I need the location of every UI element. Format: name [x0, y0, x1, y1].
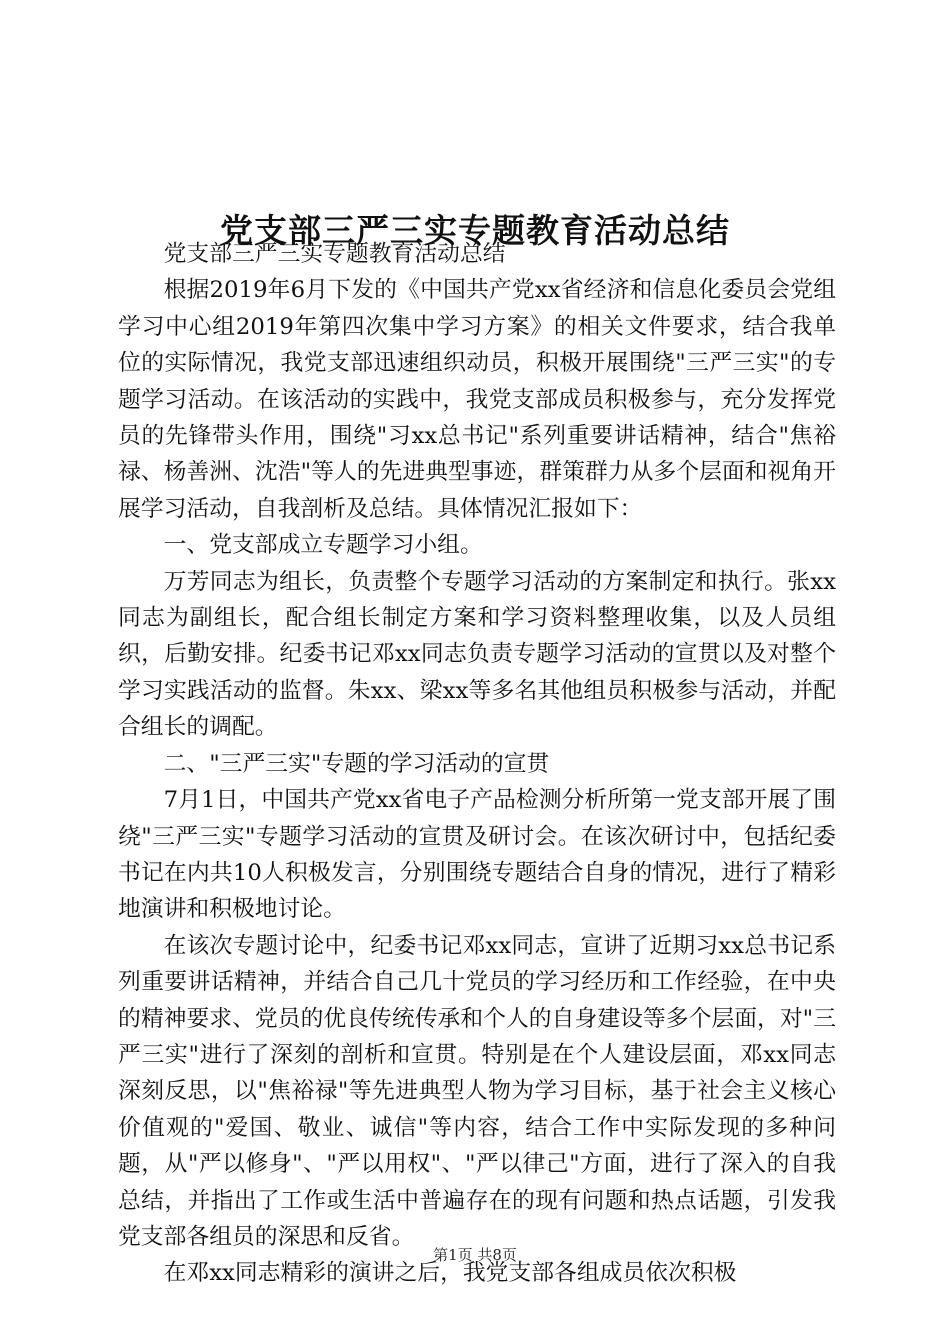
paragraph-study-group: 万芳同志为组长，负责整个专题学习活动的方案制定和执行。张xx同志为副组长，配合组长制定方案和学习资料整理收集，以及人员组织，后勤安排。纪委书记邓xx同志负责专题学习活动的宣贯以及对整个学习实践活动的监督。朱xx、梁xx等多名其他组员积极参与活动，并配合组长的调配。 — [118, 568, 836, 741]
paragraph-subtitle: 党支部三严三实专题教育活动总结 — [163, 241, 506, 267]
paragraph-intro: 根据2019年6月下发的《中国共产党xx省经济和信息化委员会党组学习中心组2019年第四次集中学习方案》的相关文件要求，结合我单位的实际情况，我党支部迅速组织动员，积极开展围绕"三严三实"的专题学习活动。在该活动的实践中，我党支部成员积极参与，充分发挥党员的先锋带头作用，围绕"习xx总书记"系列重要讲话精神，结合"焦裕禄、杨善洲、沈浩"等人的先进典型事迹，群策群力从多个层面和视角开展学习活动，自我剖析及总结。具体情况汇报如下： — [118, 277, 836, 522]
section-heading-1: 一、党支部成立专题学习小组。 — [163, 532, 483, 559]
page-number-footer: 第1页 共8页 — [433, 1246, 517, 1264]
document-title: 党支部三严三实专题教育活动总结 — [220, 211, 730, 251]
paragraph-discussion: 在该次专题讨论中，纪委书记邓xx同志，宣讲了近期习xx总书记系列重要讲话精神，并结合自己几十党员的学习经历和工作经验，在中央的精神要求、党员的优良传统传承和个人的自身建设等多个层面，对"三严三实"进行了深刻的剖析和宣贯。特别是在个人建设层面，邓xx同志深刻反思，以"焦裕禄"等先进典型人物为学习目标，基于社会主义核心价值观的"爱国、敬业、诚信"等内容，结合工作中实际发现的多种问题，从"严以修身"、"严以用权"、"严以律己"方面，进行了深入的自我总结，并指出了工作或生活中普遍存在的现有问题和热点话题，引发我党支部各组员的深思和反省。 — [118, 932, 836, 1250]
paragraph-continued: 在邓xx同志精彩的演讲之后，我党支部各组成员依次积极 — [163, 1260, 737, 1287]
section-heading-2: 二、"三严三实"专题的学习活动的宣贯 — [163, 750, 550, 777]
document-body — [118, 236, 836, 1292]
paragraph-seminar: 7月1日，中国共产党xx省电子产品检测分析所第一党支部开展了围绕"三严三实"专题学习活动的宣贯及研讨会。在该次研讨中，包括纪委书记在内共10人积极发言，分别围绕专题结合自身的情况，进行了精彩地演讲和积极地讨论。 — [118, 787, 836, 923]
